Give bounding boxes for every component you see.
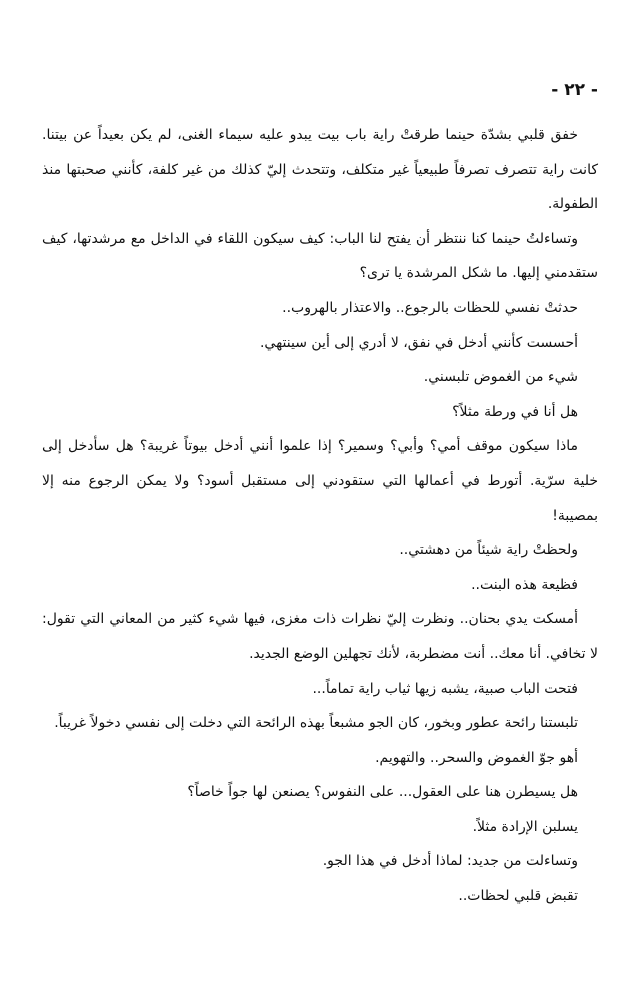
paragraph: يسلبن الإرادة مثلاً. [472, 818, 578, 835]
body-text [42, 118, 598, 914]
paragraph: وتساءلتُ حينما كنا ننتظر أن يفتح لنا الباب: كيف سيكون اللقاء في الداخل مع مرشدتها، كيف ستقدمني إليها. ما شكل المرشدة يا ترى؟ [42, 230, 598, 282]
paragraph: تقبض قلبي لحظات.. [458, 888, 578, 905]
paragraph: شيء من الغموض تلبسني. [423, 369, 578, 386]
paragraph: فتحت الباب صبية، يشبه زيها ثياب راية تماماً... [312, 680, 578, 697]
paragraph: خفق قلبي بشدّة حينما طرقتْ راية باب بيت يبدو عليه سيماء الغنى، لم يكن بعيداً عن بيتنا. كانت راية تتصرف تصرفاً طبيعياً غير متكلف، وتتحدث إليّ كذلك من غير كلفة، كأنني صحبتها منذ الطفولة. [42, 127, 598, 213]
paragraph: تلبستنا رائحة عطور وبخور، كان الجو مشبعاً بهذه الرائحة التي دخلت إلى نفسي دخولاً غريباً. [54, 715, 578, 732]
paragraph: ولحظتْ راية شيئاً من دهشتي.. [399, 542, 578, 559]
paragraph: أهو جوّ الغموض والسحر.. والتهويم. [375, 749, 578, 766]
paragraph: فظيعة هذه البنت.. [471, 576, 578, 593]
paragraph: هل أنا في ورطة مثلاً؟ [452, 403, 578, 420]
paragraph: هل يسيطرن هنا على العقول... على النفوس؟ يصنعن لها جواً خاصاً؟ [187, 784, 578, 801]
page-number: - ٢٢ - [551, 80, 598, 100]
paragraph: أمسكت يدي بحنان.. ونظرت إليّ نظرات ذات مغزى، فيها شيء كثير من المعاني التي تقول: لا تخافي. أنا معك.. أنت مضطربة، لأنك تجهلين الوضع الجديد. [42, 611, 598, 662]
paragraph: ماذا سيكون موقف أمي؟ وأبي؟ وسمير؟ إذا علموا أنني أدخل بيوتاً غريبة؟ هل سأدخل إلى خلية سرّية. أتورط في أعمالها التي ستقودني إلى مستقبل أسود؟ ولا يمكن الرجوع منه إلا بمصيبة! [42, 438, 598, 524]
paragraph: وتساءلت من جديد: لماذا أدخل في هذا الجو. [322, 853, 578, 870]
paragraph: أحسست كأنني أدخل في نفق، لا أدري إلى أين سينتهي. [259, 334, 578, 351]
paragraph: حدثتْ نفسي للحظات بالرجوع.. والاعتذار بالهروب.. [282, 299, 578, 316]
